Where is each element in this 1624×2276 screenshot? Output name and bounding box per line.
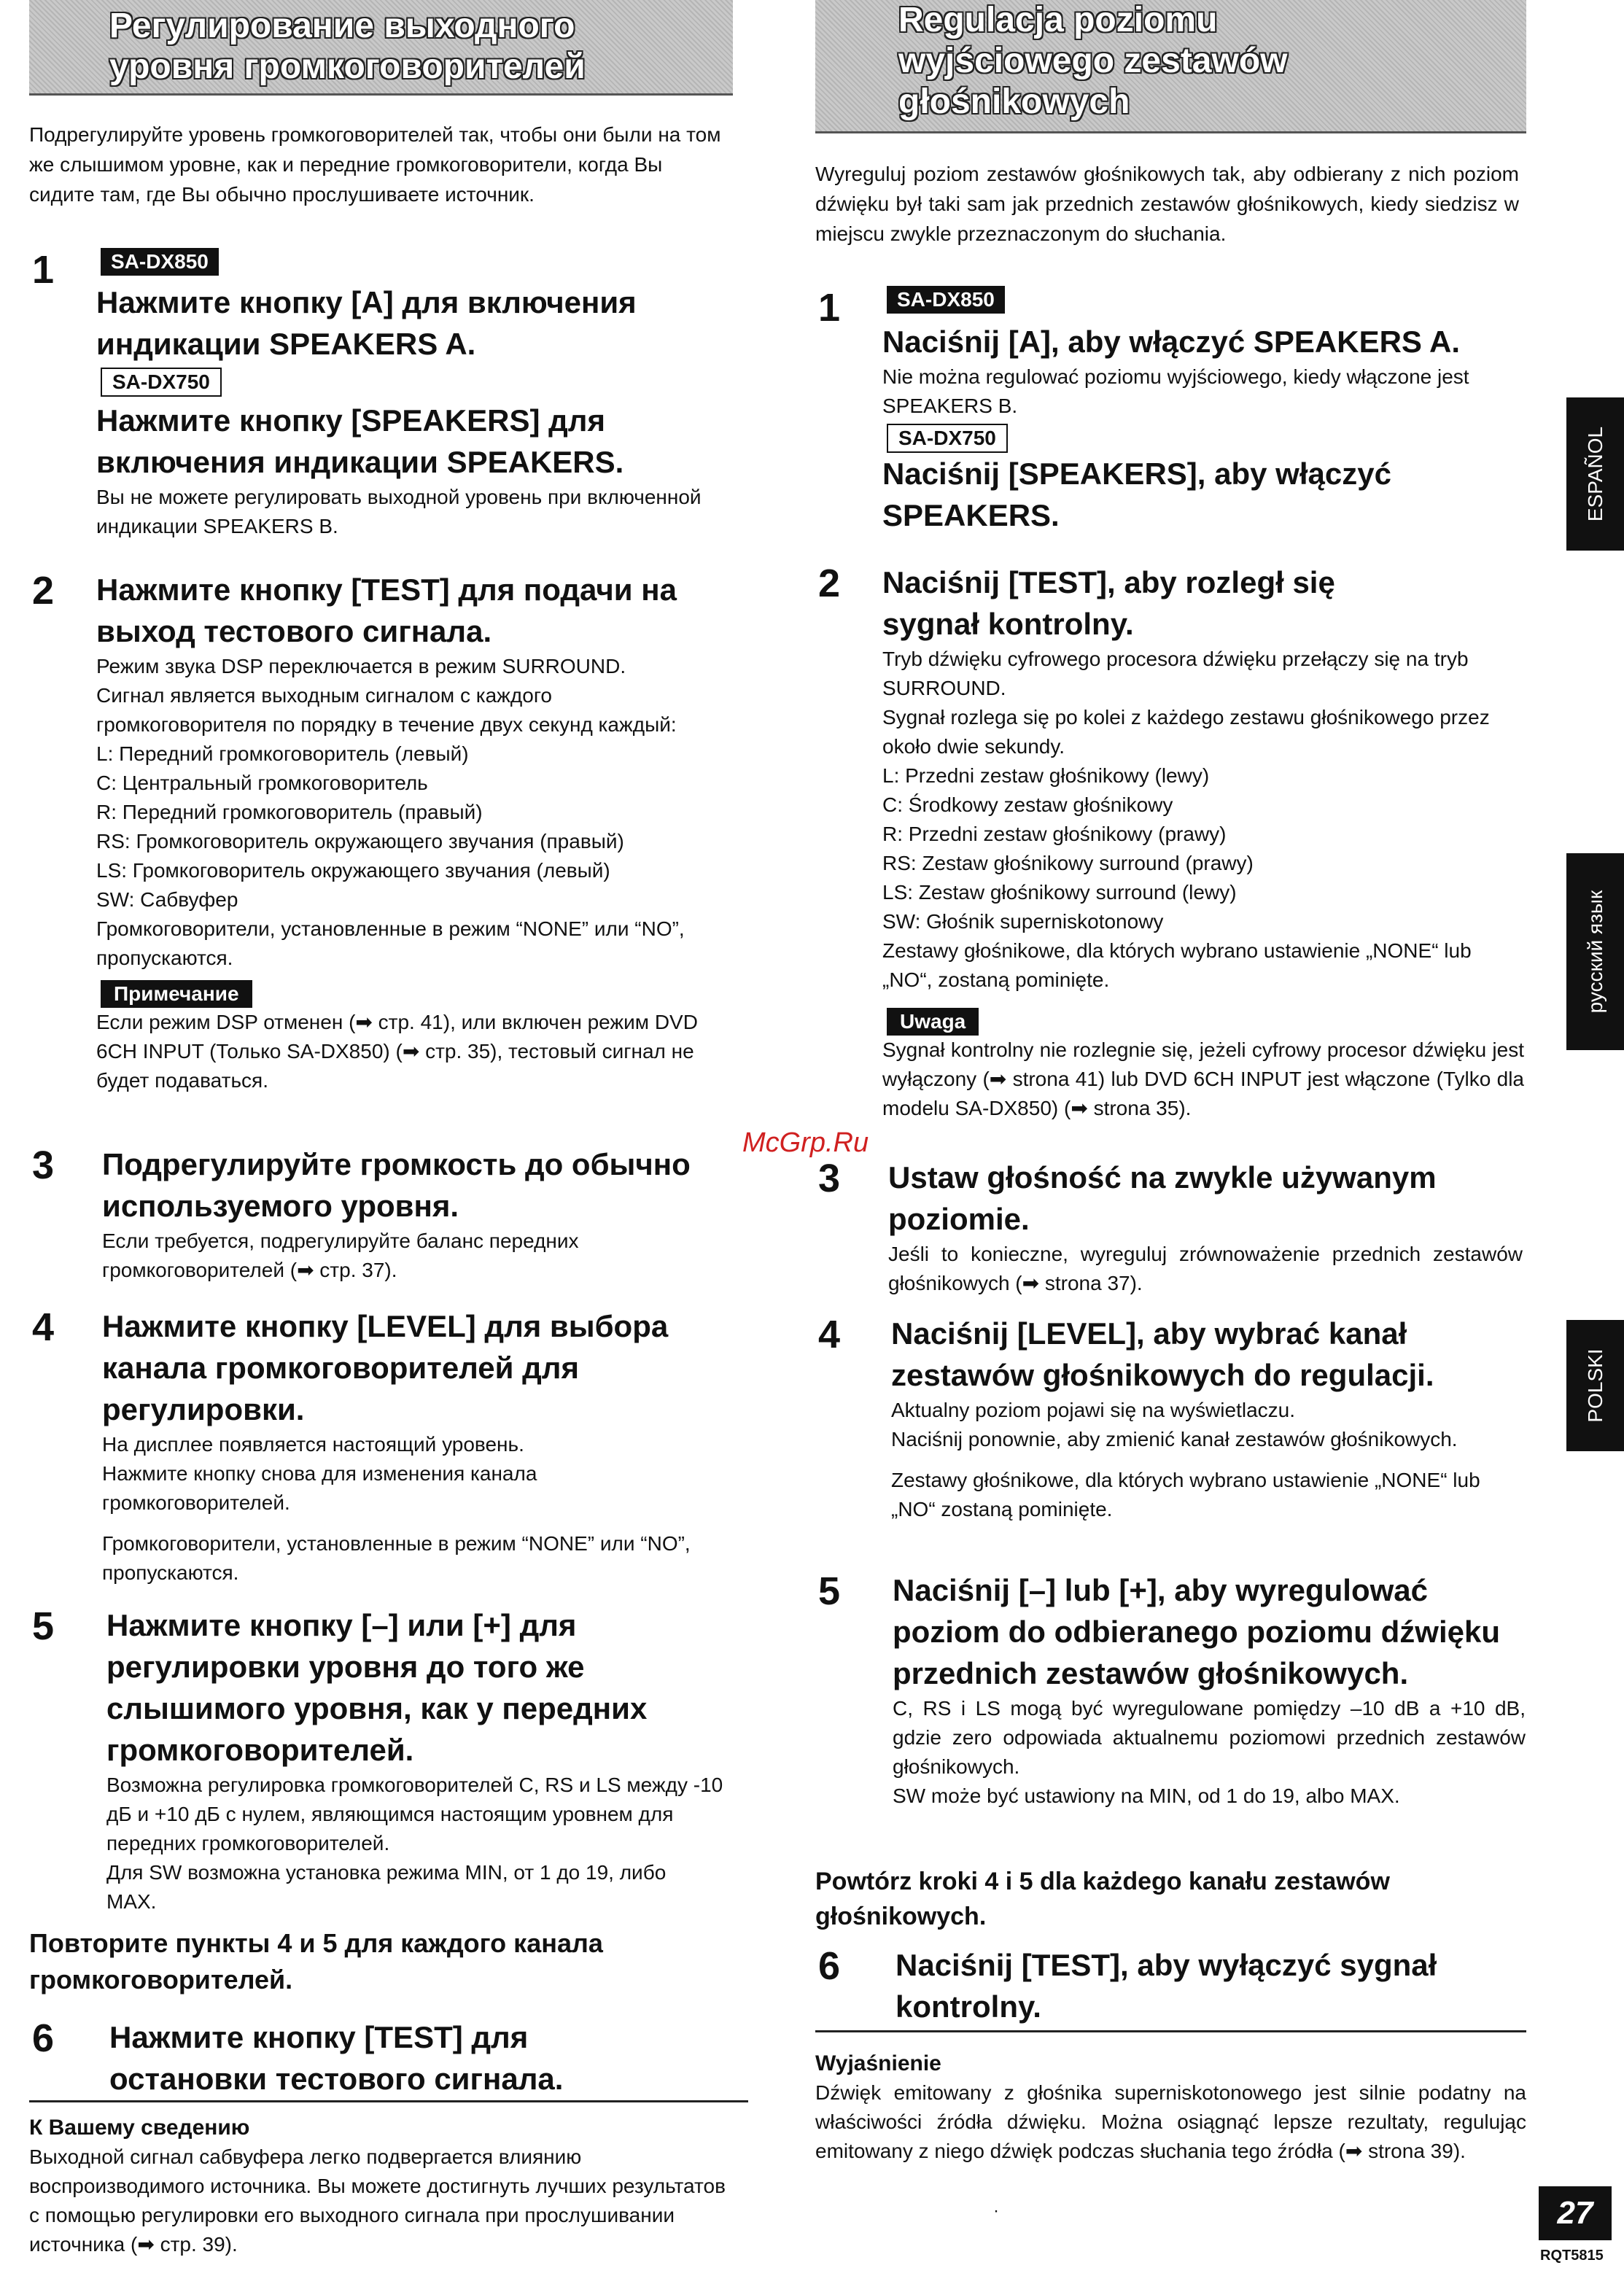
info-heading: Wyjaśnienie	[815, 2051, 941, 2075]
step-2-heading: Нажмите кнопку [TEST] для подачи на выход тестового сигнала.	[96, 572, 677, 648]
model-tag-sa-dx750: SA-DX750	[101, 368, 222, 397]
section-title: Регулирование выходного уровня громкоговорителей	[109, 7, 586, 86]
step-2-line: SW: Сабвуфер	[96, 888, 238, 911]
language-tab-polski[interactable]: POLSKI	[1566, 1320, 1624, 1451]
step-2-line: SW: Głośnik superniskotonowy	[882, 910, 1164, 933]
step-1-heading-a: Нажмите кнопку [A] для включения индикации SPEAKERS A.	[96, 285, 637, 361]
repeat-instruction: Powtórz kroki 4 i 5 dla każdego kanału zestawów głośnikowych.	[815, 1868, 1390, 1930]
step-6-heading: Naciśnij [TEST], aby wyłączyć sygnał kontrolny.	[895, 1948, 1437, 2024]
intro-paragraph: Подрегулируйте уровень громкоговорителей так, чтобы они были на том же слышимом уровне, как и передние громкоговорители, когда Вы сидите там, где Вы обычно прослушиваете источник.	[29, 123, 721, 206]
step-3-heading: Ustaw głośność na zwykle używanym poziomie.	[888, 1160, 1437, 1236]
step-6-heading: Нажмите кнопку [TEST] для остановки тестового сигнала.	[109, 2020, 564, 2096]
watermark: McGrp.Ru	[742, 1127, 869, 1158]
step-4-body: На дисплее появляется настоящий уровень.	[102, 1433, 524, 1456]
divider	[29, 2100, 748, 2102]
note-text: Sygnał kontrolny nie rozlegnie się, jeżeli cyfrowy procesor dźwięku jest wyłączony (➡ strona 41) lub DVD 6CH INPUT jest włączone (Tylko dla modelu SA-DX850) (➡ strona 35).	[882, 1038, 1524, 1119]
page-number: 27	[1539, 2186, 1612, 2240]
step-2-line: Громкоговорители, установленные в режим “NONE” или “NO”, пропускаются.	[96, 917, 685, 969]
language-tab-espanol[interactable]: ESPAÑOL	[1566, 397, 1624, 551]
step-2-line: Sygnał rozlega się po kolei z każdego zestawu głośnikowego przez około dwie sekundy.	[882, 706, 1490, 758]
step-4-body: Zestawy głośnikowe, dla których wybrano ustawienie „NONE“ lub „NO“ zostaną pominięte.	[891, 1469, 1480, 1520]
info-body: Выходной сигнал сабвуфера легко подвергается влиянию воспроизводимого источника. Вы можете достигнуть лучших результатов с помощью регулировки его выходного сигнала при прослушивании источника (➡ стр. 39).	[29, 2145, 726, 2256]
step-2-line: Zestawy głośnikowe, dla których wybrano ustawienie „NONE“ lub „NO“, zostaną pominięte.	[882, 939, 1472, 991]
model-tag-sa-dx850: SA-DX850	[887, 286, 1005, 314]
section-title-banner	[29, 0, 733, 96]
step-2-heading: Naciśnij [TEST], aby rozległ się sygnał kontrolny.	[882, 565, 1335, 641]
intro-paragraph: Wyreguluj poziom zestawów głośnikowych tak, aby odbierany z nich poziom dźwięku był taki sam jak przednich zestawów głośnikowych, kiedy siedzisz w miejscu zwykle przeznaczonym do słuchania.	[815, 163, 1519, 245]
step-2-line: Сигнал является выходным сигналом с каждого громкоговорителя по порядку в течение двух секунд каждый:	[96, 684, 677, 736]
model-tag-sa-dx850: SA-DX850	[101, 248, 219, 276]
step-2-line: Tryb dźwięku cyfrowego procesora dźwięku przełączy się na tryb SURROUND.	[882, 648, 1469, 699]
step-4-body: Aktualny poziom pojawi się na wyświetlaczu.	[891, 1399, 1296, 1421]
step-2-line: RS: Zestaw głośnikowy surround (prawy)	[882, 852, 1254, 874]
document-code: RQT5815	[1540, 2248, 1604, 2264]
step-4-body: Нажмите кнопку снова для изменения канала громкоговорителей.	[102, 1462, 537, 1514]
divider	[815, 2030, 1526, 2032]
step-1-heading-b: Нажмите кнопку [SPEAKERS] для включения индикации SPEAKERS.	[96, 403, 624, 479]
section-title-banner	[815, 0, 1526, 133]
section-title: Regulacja poziomu wyjściowego zestawów głośnikowych	[898, 1, 1288, 121]
step-4-body: Naciśnij ponownie, aby zmienić kanał zestawów głośnikowych.	[891, 1428, 1458, 1450]
language-tab-russian[interactable]: русский язык	[1566, 853, 1624, 1050]
step-5-heading: Naciśnij [–] lub [+], aby wyregulować poziom do odbieranego poziomu dźwięku przednich zestawów głośnikowych.	[893, 1573, 1500, 1690]
stray-dot: ·	[993, 2201, 999, 2221]
step-5-body: C, RS i LS mogą być wyregulowane pomiędzy –10 dB a +10 dB, gdzie zero odpowiada aktualnemu poziomowi przednich zestawów głośnikowych.	[893, 1697, 1526, 1778]
note-label: Uwaga	[887, 1008, 979, 1036]
info-heading: К Вашему сведению	[29, 2116, 250, 2140]
step-5-heading: Нажмите кнопку [–] или [+] для регулировки уровня до того же слышимого уровня, как у передних громкоговорителей.	[106, 1608, 648, 1767]
step-5-body: Для SW возможна установка режима MIN, от 1 до 19, либо MAX.	[106, 1861, 667, 1913]
step-4-heading: Нажмите кнопку [LEVEL] для выбора канала громкоговорителей для регулировки.	[102, 1309, 669, 1426]
step-2-line: Режим звука DSP переключается в режим SURROUND.	[96, 655, 626, 677]
step-1-body: Вы не можете регулировать выходной уровень при включенной индикации SPEAKERS B.	[96, 486, 702, 537]
step-3-body: Jeśli to konieczne, wyreguluj zrównoważenie przednich zestawów głośnikowych (➡ strona 37).	[888, 1243, 1523, 1294]
step-2-line: RS: Громкоговоритель окружающего звучания (правый)	[96, 830, 624, 852]
note-text: Если режим DSP отменен (➡ стр. 41), или включен режим DVD 6CH INPUT (Только SA-DX850) (➡ стр. 35), тестовый сигнал не будет подаваться.	[96, 1011, 698, 1092]
model-tag-sa-dx750: SA-DX750	[887, 424, 1008, 453]
step-2-line: L: Przedni zestaw głośnikowy (lewy)	[882, 764, 1210, 787]
step-2-line: LS: Громкоговоритель окружающего звучания (левый)	[96, 859, 610, 882]
step-4-body: Громкоговорители, установленные в режим “NONE” или “NO”, пропускаются.	[102, 1532, 691, 1584]
step-2-line: R: Przedni zestaw głośnikowy (prawy)	[882, 823, 1227, 845]
step-2-line: LS: Zestaw głośnikowy surround (lewy)	[882, 881, 1237, 904]
step-3-body: Если требуется, подрегулируйте баланс передних громкоговорителей (➡ стр. 37).	[102, 1230, 579, 1281]
step-5-body: SW może być ustawiony na MIN, od 1 do 19, albo MAX.	[893, 1784, 1400, 1807]
note-label: Примечание	[101, 980, 252, 1008]
step-4-heading: Naciśnij [LEVEL], aby wybrać kanał zestawów głośnikowych do regulacji.	[891, 1316, 1434, 1392]
step-2-line: C: Środkowy zestaw głośnikowy	[882, 793, 1173, 816]
repeat-instruction: Повторите пункты 4 и 5 для каждого канала громкоговорителей.	[29, 1928, 603, 1995]
info-body: Dźwięk emitowany z głośnika superniskotonowego jest silnie podatny na właściwości źródła dźwięku. Można osiągnąć lepsze rezultaty, regulując emitowany z niego dźwięk podczas słuchania tego źródła (➡ strona 39).	[815, 2081, 1526, 2162]
step-3-heading: Подрегулируйте громкость до обычно используемого уровня.	[102, 1147, 691, 1223]
step-2-line: L: Передний громкоговоритель (левый)	[96, 742, 469, 765]
step-1-heading-b: Naciśnij [SPEAKERS], aby włączyć SPEAKERS.	[882, 457, 1391, 532]
step-5-body: Возможна регулировка громкоговорителей C, RS и LS между -10 дБ и +10 дБ с нулем, являющимся настоящим уровнем для передних громкоговорителей.	[106, 1774, 723, 1854]
step-1-body: Nie można regulować poziomu wyjściowego, kiedy włączone jest SPEAKERS B.	[882, 365, 1469, 417]
step-2-line: C: Центральный громкоговоритель	[96, 772, 428, 794]
step-1-heading-a: Naciśnij [A], aby włączyć SPEAKERS A.	[882, 325, 1461, 359]
step-2-line: R: Передний громкоговоритель (правый)	[96, 801, 483, 823]
